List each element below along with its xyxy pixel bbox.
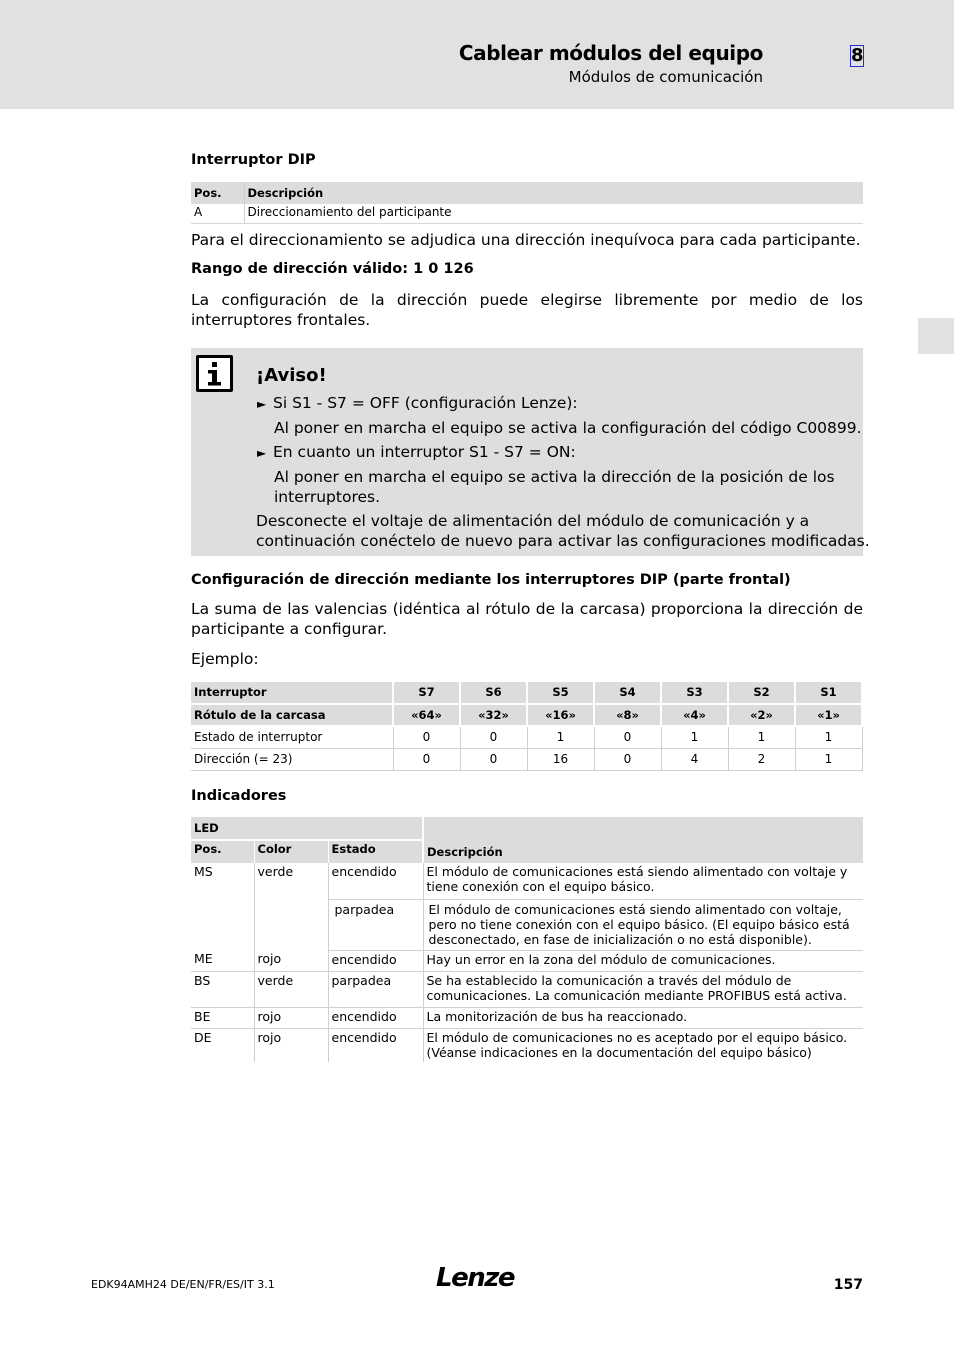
- led-color: verde: [254, 863, 328, 950]
- example-cell: «16»: [527, 704, 594, 726]
- example-cell: «2»: [728, 704, 795, 726]
- dip-paragraph-2: La configuración de la dirección puede elegirse libremente por medio de los interruptores frontales.: [191, 291, 863, 329]
- notice-closing-1: Desconecte el voltaje de alimentación del módulo de comunicación y a: [256, 512, 810, 530]
- example-cell: 0: [460, 726, 527, 748]
- example-cell: S6: [460, 682, 527, 704]
- led-desc: La monitorización de bus ha reaccionado.: [423, 1007, 863, 1028]
- table-row: [191, 950, 863, 971]
- dip-row-pos: A: [191, 204, 244, 223]
- example-cell: 0: [460, 748, 527, 770]
- example-label: Ejemplo:: [191, 650, 259, 668]
- example-cell: S3: [661, 682, 728, 704]
- led-desc: El módulo de comunicaciones está siendo alimentado con voltaje y tiene conexión con el equipo básico.: [423, 863, 863, 899]
- table-row: [191, 971, 863, 1007]
- notice-box: [191, 348, 870, 556]
- example-cell: «64»: [393, 704, 460, 726]
- notice-bullet-2: [257, 443, 576, 461]
- led-state: encendido: [328, 863, 423, 899]
- chapter-subtitle: Módulos de comunicación: [568, 68, 763, 86]
- example-address-row: [191, 748, 862, 770]
- dip-col-pos: Pos.: [191, 182, 244, 204]
- example-cell: 0: [594, 726, 661, 748]
- led-pos: ME: [191, 950, 254, 971]
- notice-bullet-2-detail-2: interruptores.: [274, 488, 381, 506]
- notice-bullet-2-detail-1: Al poner en marcha el equipo se activa la dirección de la posición de los: [274, 468, 835, 486]
- example-label-row: [191, 704, 862, 726]
- example-cell: Estado de interruptor: [191, 726, 393, 748]
- led-state: parpadea: [328, 971, 423, 1007]
- chapter-title: Cablear módulos del equipo: [458, 41, 763, 65]
- page-number: 157: [833, 1277, 863, 1293]
- example-cell: 0: [393, 726, 460, 748]
- lenze-logo: Lenze: [436, 1263, 514, 1293]
- config-paragraph: La suma de las valencias (idéntica al rótulo de la carcasa) proporciona la dirección de participante a configurar.: [191, 600, 863, 638]
- led-pos: MS: [191, 863, 254, 950]
- example-cell: 16: [527, 748, 594, 770]
- notice-bullet-2-text: En cuanto un interruptor S1 - S7 = ON:: [273, 443, 576, 461]
- notice-title: ¡Aviso!: [256, 365, 327, 386]
- dip-row-desc: Direccionamiento del participante: [244, 204, 863, 223]
- example-cell: Interruptor: [191, 682, 393, 704]
- arrow-bullet-icon: ►: [257, 446, 267, 460]
- dip-heading: Interruptor DIP: [191, 152, 316, 168]
- example-header-row: [191, 682, 862, 704]
- led-state: encendido: [328, 1028, 423, 1062]
- dip-col-desc: Descripción: [244, 182, 863, 204]
- example-cell: S7: [393, 682, 460, 704]
- led-col-color: Color: [254, 840, 328, 863]
- led-state: encendido: [328, 950, 423, 971]
- indicators-heading: Indicadores: [191, 788, 287, 804]
- led-state: parpadea: [328, 899, 423, 950]
- notice-bullet-1-text: Si S1 - S7 = OFF (configuración Lenze):: [273, 394, 578, 412]
- led-color: rojo: [254, 1007, 328, 1028]
- led-col-state: Estado: [328, 840, 423, 863]
- table-row: [191, 1007, 863, 1028]
- example-cell: 1: [795, 726, 862, 748]
- led-desc: Hay un error en la zona del módulo de comunicaciones.: [423, 950, 863, 971]
- table-row: [191, 863, 863, 899]
- led-pos: BE: [191, 1007, 254, 1028]
- side-tab: [918, 318, 954, 354]
- example-cell: Rótulo de la carcasa: [191, 704, 393, 726]
- example-cell: «4»: [661, 704, 728, 726]
- led-color: verde: [254, 971, 328, 1007]
- dip-table: [191, 182, 863, 224]
- example-state-row: [191, 726, 862, 748]
- example-table: [191, 682, 863, 771]
- example-cell: S1: [795, 682, 862, 704]
- example-cell: S4: [594, 682, 661, 704]
- dip-paragraph-1: Para el direccionamiento se adjudica una dirección inequívoca para cada participante.: [191, 231, 861, 249]
- example-cell: 4: [661, 748, 728, 770]
- example-cell: 0: [393, 748, 460, 770]
- chapter-number: 8: [851, 45, 864, 66]
- led-color: rojo: [254, 1028, 328, 1062]
- example-cell: «1»: [795, 704, 862, 726]
- led-desc: El módulo de comunicaciones está siendo alimentado con voltaje, pero no tiene conexión con el equipo básico. (El equipo básico está desconectado, en fase de inicialización o no está disponible).: [423, 899, 863, 950]
- notice-closing-2: continuación conéctelo de nuevo para activar las configuraciones modificadas.: [256, 532, 870, 550]
- example-cell: 1: [527, 726, 594, 748]
- example-cell: «8»: [594, 704, 661, 726]
- example-cell: 0: [594, 748, 661, 770]
- led-group-label: LED: [191, 817, 423, 840]
- example-cell: 1: [728, 726, 795, 748]
- led-desc: Se ha establecido la comunicación a través del módulo de comunicaciones. La comunicación mediante PROFIBUS está activa.: [423, 971, 863, 1007]
- led-desc: El módulo de comunicaciones no es aceptado por el equipo básico. (Véanse indicaciones en la documentación del equipo básico): [426, 1029, 848, 1060]
- table-row: [191, 1028, 863, 1062]
- led-pos: BS: [191, 971, 254, 1007]
- example-cell: 2: [728, 748, 795, 770]
- led-col-desc: Descripción: [423, 817, 863, 863]
- config-heading: Configuración de dirección mediante los interruptores DIP (parte frontal): [191, 572, 791, 588]
- example-cell: 1: [661, 726, 728, 748]
- example-cell: «32»: [460, 704, 527, 726]
- led-table: [191, 817, 863, 1062]
- info-icon: [196, 355, 233, 392]
- example-cell: Dirección (= 23): [191, 748, 393, 770]
- notice-bullet-1-detail: Al poner en marcha el equipo se activa la configuración del código C00899.: [274, 419, 862, 437]
- footer-doc-code: EDK94AMH24 DE/EN/FR/ES/IT 3.1: [91, 1278, 275, 1291]
- example-cell: S5: [527, 682, 594, 704]
- led-pos: DE: [191, 1028, 254, 1062]
- led-state: encendido: [328, 1007, 423, 1028]
- arrow-bullet-icon: ►: [257, 397, 267, 411]
- range-heading: Rango de dirección válido: 1 0 126: [191, 261, 474, 277]
- notice-bullet-1: [257, 394, 578, 412]
- example-cell: 1: [795, 748, 862, 770]
- example-cell: S2: [728, 682, 795, 704]
- led-color: rojo: [254, 950, 328, 971]
- led-col-pos: Pos.: [191, 840, 254, 863]
